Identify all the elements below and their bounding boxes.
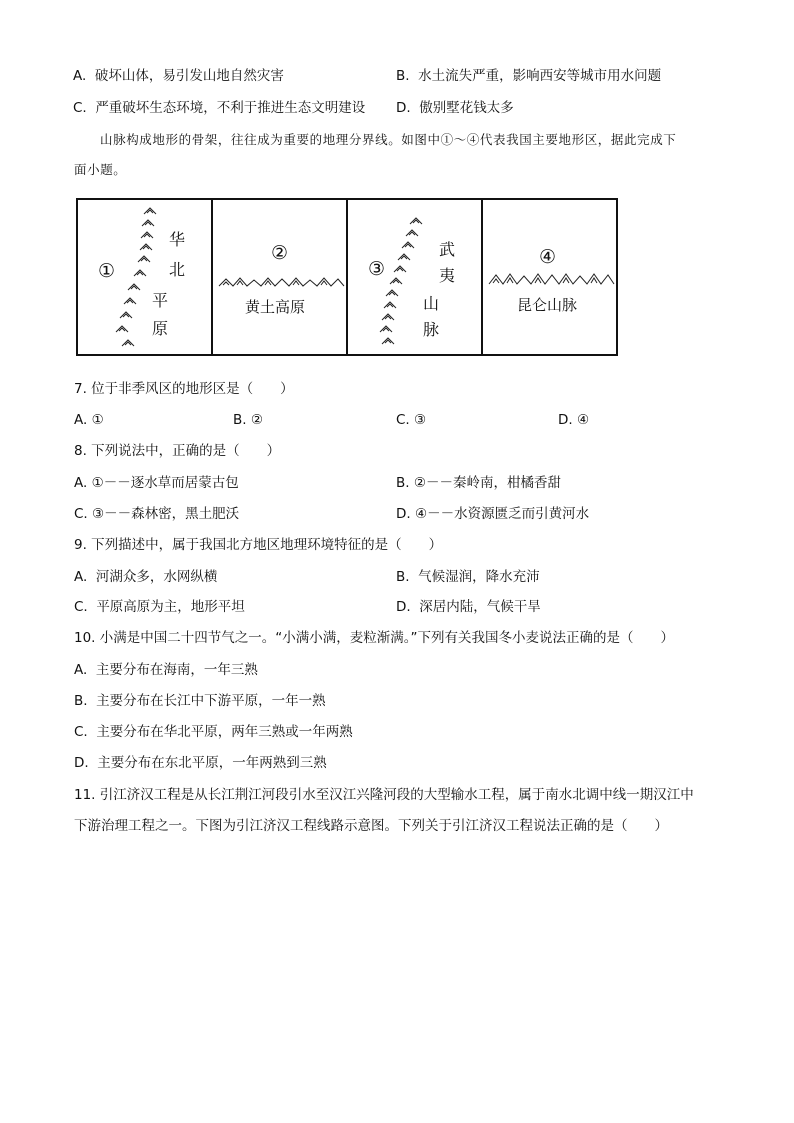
question-10-option-a[interactable]: A. 主要分布在海南，一年三熟 xyxy=(74,662,258,678)
question-7-stem: 7. 位于非季风区的地形区是（ ） xyxy=(74,381,294,397)
mountain-range-icon xyxy=(489,270,613,290)
question-11-stem-line-2: 下游治理工程之一。下图为引江济汉工程线路示意图。下列关于引江济汉工程说法正确的是（ ） xyxy=(74,818,668,834)
question-9-option-d[interactable]: D. 深居内陆，气候干旱 xyxy=(396,599,541,615)
panel-4-number: ④ xyxy=(539,246,557,268)
question-7-option-b[interactable]: B. ② xyxy=(233,412,263,428)
panel-1-char-2: 北 xyxy=(168,260,185,279)
panel-3-char-2: 夷 xyxy=(438,266,455,285)
panel-3-char-4: 脉 xyxy=(422,320,439,339)
question-7-option-c[interactable]: C. ③ xyxy=(396,412,427,428)
panel-2-number: ② xyxy=(271,242,289,264)
terrain-figure xyxy=(76,198,618,360)
question-10-stem: 10. 小满是中国二十四节气之一。“小满小满，麦粒渐满。”下列有关我国冬小麦说法正确的是（ ） xyxy=(74,630,674,646)
question-8-option-b[interactable]: B. ②－－秦岭南，柑橘香甜 xyxy=(396,475,561,491)
prev-option-b: B. 水土流失严重，影响西安等城市用水问题 xyxy=(396,68,662,84)
prev-option-c: C. 严重破坏生态环境，不利于推进生态文明建设 xyxy=(73,100,366,116)
panel-1-number: ① xyxy=(98,260,116,282)
question-10-option-c[interactable]: C. 主要分布在华北平原，两年三熟或一年两熟 xyxy=(74,724,353,740)
panel-2-label: 黄土高原 xyxy=(245,298,306,316)
panel-4 xyxy=(481,198,618,356)
question-9-option-c[interactable]: C. 平原高原为主，地形平坦 xyxy=(74,599,245,615)
prev-option-d: D. 傲别墅花钱太多 xyxy=(396,100,514,116)
question-11-stem-line-1: 11. 引江济汉工程是从长江荆江河段引水至汉江兴隆河段的大型输水工程，属于南水北调中线一期汉江中 xyxy=(74,787,694,803)
panel-1-char-4: 原 xyxy=(151,319,168,338)
panel-3-char-1: 武 xyxy=(438,240,455,259)
panel-1-char-1: 华 xyxy=(168,230,185,249)
question-8-stem: 8. 下列说法中，正确的是（ ） xyxy=(74,443,281,459)
intro-line-2: 面小题。 xyxy=(74,162,127,177)
question-7-option-d[interactable]: D. ④ xyxy=(558,412,590,428)
panel-1 xyxy=(76,198,213,356)
question-9-option-b[interactable]: B. 气候湿润，降水充沛 xyxy=(396,569,540,585)
panel-3-number: ③ xyxy=(368,258,386,280)
question-10-option-d[interactable]: D. 主要分布在东北平原，一年两熟到三熟 xyxy=(74,755,327,771)
intro-line-1: 山脉构成地形的骨架，往往成为重要的地理分界线。如图中①～④代表我国主要地形区，据此完成下 xyxy=(100,132,677,147)
mountain-range-icon xyxy=(219,272,343,292)
panel-3 xyxy=(346,198,483,356)
question-7-option-a[interactable]: A. ① xyxy=(74,412,104,428)
panel-1-char-3: 平 xyxy=(151,291,168,310)
prev-option-a: A. 破坏山体，易引发山地自然灾害 xyxy=(73,68,284,84)
question-8-option-d[interactable]: D. ④－－水资源匮乏而引黄河水 xyxy=(396,506,590,522)
question-8-option-c[interactable]: C. ③－－森林密，黑土肥沃 xyxy=(74,506,240,522)
question-9-option-a[interactable]: A. 河湖众多，水网纵横 xyxy=(74,569,218,585)
question-9-stem: 9. 下列描述中，属于我国北方地区地理环境特征的是（ ） xyxy=(74,537,443,553)
panel-4-label: 昆仑山脉 xyxy=(517,296,578,314)
question-10-option-b[interactable]: B. 主要分布在长江中下游平原，一年一熟 xyxy=(74,693,326,709)
panel-2 xyxy=(211,198,348,356)
panel-3-char-3: 山 xyxy=(422,294,439,313)
question-8-option-a[interactable]: A. ①－－逐水草而居蒙古包 xyxy=(74,475,239,491)
